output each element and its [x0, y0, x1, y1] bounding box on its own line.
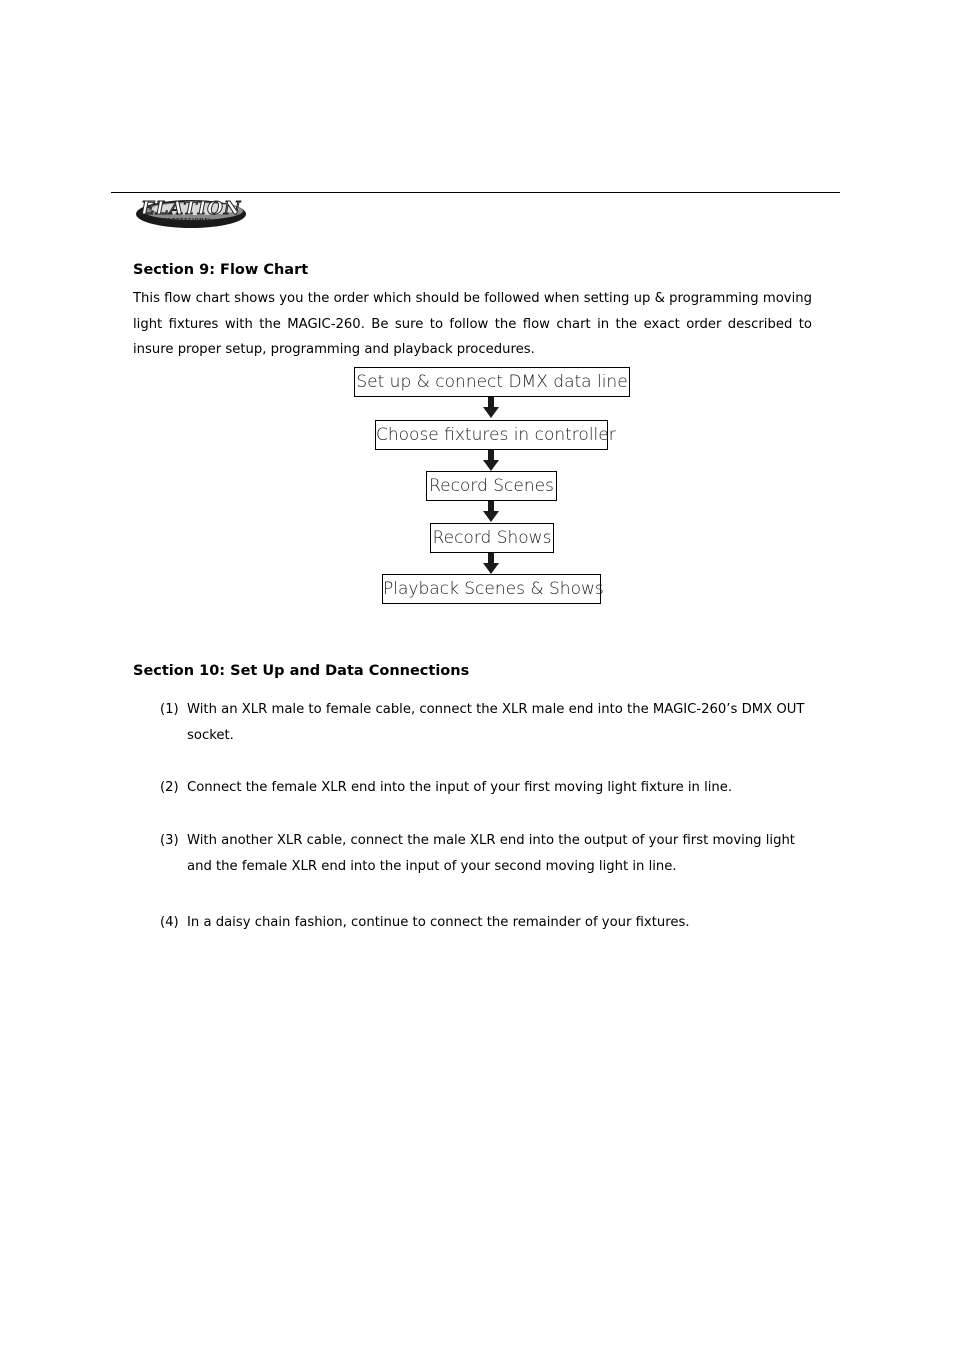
down-arrow-icon [483, 553, 499, 574]
flow-step-1: Set up & connect DMX data line [354, 367, 630, 397]
down-arrow-icon [483, 397, 499, 418]
flow-chart [300, 366, 682, 606]
list-item-number: (1) [160, 702, 179, 717]
list-item-text: With another XLR cable, connect the male XLR end into the output of your first moving light and the female XLR end into the input of your second moving light in line. [187, 833, 795, 874]
header-rule [111, 192, 840, 193]
down-arrow-icon [483, 501, 499, 522]
flow-step-4: Record Shows [430, 523, 554, 553]
section10-title: Section 10: Set Up and Data Connections [133, 663, 470, 679]
flow-step-2: Choose fixtures in controller [375, 420, 608, 450]
logo-sub-text: PROFESSIONAL [163, 218, 212, 224]
logo-brand-text: ELATION [141, 198, 242, 219]
flow-step-3: Record Scenes [426, 471, 557, 501]
section9-title: Section 9: Flow Chart [133, 262, 309, 278]
list-item-text: In a daisy chain fashion, continue to connect the remainder of your fixtures. [187, 915, 690, 930]
down-arrow-icon [483, 450, 499, 471]
list-item-text: Connect the female XLR end into the input of your first moving light fixture in line. [187, 780, 733, 795]
list-item-number: (2) [160, 780, 179, 795]
flow-step-5: Playback Scenes & Shows [382, 574, 601, 604]
section9-paragraph: This flow chart shows you the order which should be followed when setting up & programming moving light fixtures with the MAGIC-260. Be sure to follow the flow chart in the exact order described to insure proper setup, programming and playback procedures. [133, 291, 812, 357]
list-item-number: (3) [160, 833, 179, 848]
list-item-text: With an XLR male to female cable, connect the XLR male end into the MAGIC-260’s DMX OUT socket. [187, 702, 805, 743]
elation-logo [133, 194, 249, 234]
list-item-number: (4) [160, 915, 179, 930]
